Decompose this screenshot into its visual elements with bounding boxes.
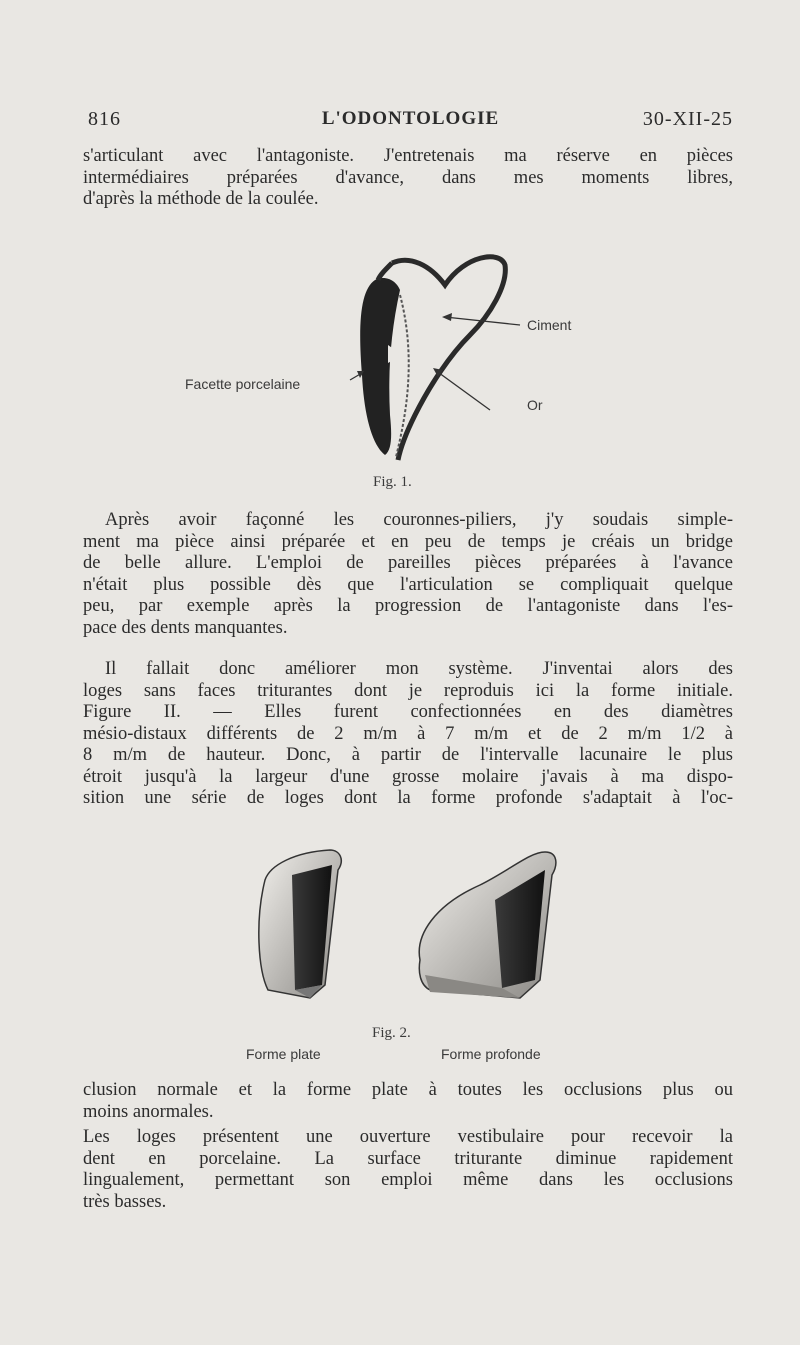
running-header (88, 108, 733, 138)
figure-1-crown-diagram (330, 245, 530, 475)
text-line: dent en porcelaine. La surface triturante diminue rapidement (83, 1148, 733, 1169)
text-line: sition une série de loges dont la forme profonde s'adaptait à l'oc- (83, 788, 733, 808)
figure-2-loges-diagram (240, 840, 570, 1010)
text-line: moins anormales. (83, 1101, 214, 1122)
text-line: loges sans faces triturantes dont je reproduis ici la forme initiale. (83, 680, 733, 701)
paragraph-5 (83, 1127, 733, 1213)
text-line: Après avoir façonné les couronnes-piliers, j'y soudais simple- (105, 510, 733, 530)
text-line: Figure II. — Elles furent confectionnées en des diamètres (83, 702, 733, 722)
text-line: clusion normale et la forme plate à toutes les occlusions plus ou (83, 1080, 733, 1100)
text-line: très basses. (83, 1191, 167, 1212)
label-ciment: Ciment (527, 317, 572, 333)
page-number: 816 (88, 108, 121, 130)
text-line: pace des dents manquantes. (83, 617, 288, 638)
text-line: d'après la méthode de la coulée. (83, 189, 319, 209)
label-or: Or (527, 397, 543, 413)
paragraph-2 (83, 510, 733, 639)
forme-profonde-shape (419, 852, 556, 998)
text-line: de belle allure. L'emploi de pareilles pièces préparées à l'avance (83, 553, 733, 573)
figure-1-caption: Fig. 1. (373, 474, 412, 490)
paragraph-1 (83, 146, 733, 211)
text-line: n'était plus possible dès que l'articulation se compliquait quelque (83, 574, 733, 595)
paragraph-4 (83, 1080, 733, 1123)
text-line: lingualement, permettant son emploi même dans les occlusions (83, 1170, 733, 1190)
text-line: Il fallait donc améliorer mon système. J'inventai alors des (105, 659, 733, 679)
paragraph-3 (83, 659, 733, 810)
text-line: ment ma pièce ainsi préparée et en peu de temps je créais un bridge (83, 531, 733, 552)
label-facette-porcelaine: Facette porcelaine (185, 376, 301, 392)
text-line: peu, par exemple après la progression de l'antagoniste dans l'es- (83, 596, 733, 616)
text-line: étroit jusqu'à la largeur d'une grosse molaire j'avais à ma dispo- (83, 766, 733, 787)
label-forme-profonde: Forme profonde (441, 1046, 541, 1062)
label-forme-plate: Forme plate (246, 1046, 321, 1062)
text-line: mésio-distaux différents de 2 m/m à 7 m/m et de 2 m/m 1/2 à (83, 723, 733, 744)
journal-title: L'ODONTOLOGIE (321, 108, 500, 129)
text-line: s'articulant avec l'antagoniste. J'entretenais ma réserve en pièces (83, 146, 733, 166)
issue-date: 30-XII-25 (642, 108, 733, 130)
figure-2-caption: Fig. 2. (372, 1025, 411, 1041)
forme-plate-shape (259, 850, 341, 998)
text-line: Les loges présentent une ouverture vestibulaire pour recevoir la (83, 1127, 733, 1147)
text-line: intermédiaires préparées d'avance, dans mes moments libres, (83, 167, 733, 188)
text-line: 8 m/m de hauteur. Donc, à partir de l'intervalle lacunaire le plus (83, 745, 733, 765)
